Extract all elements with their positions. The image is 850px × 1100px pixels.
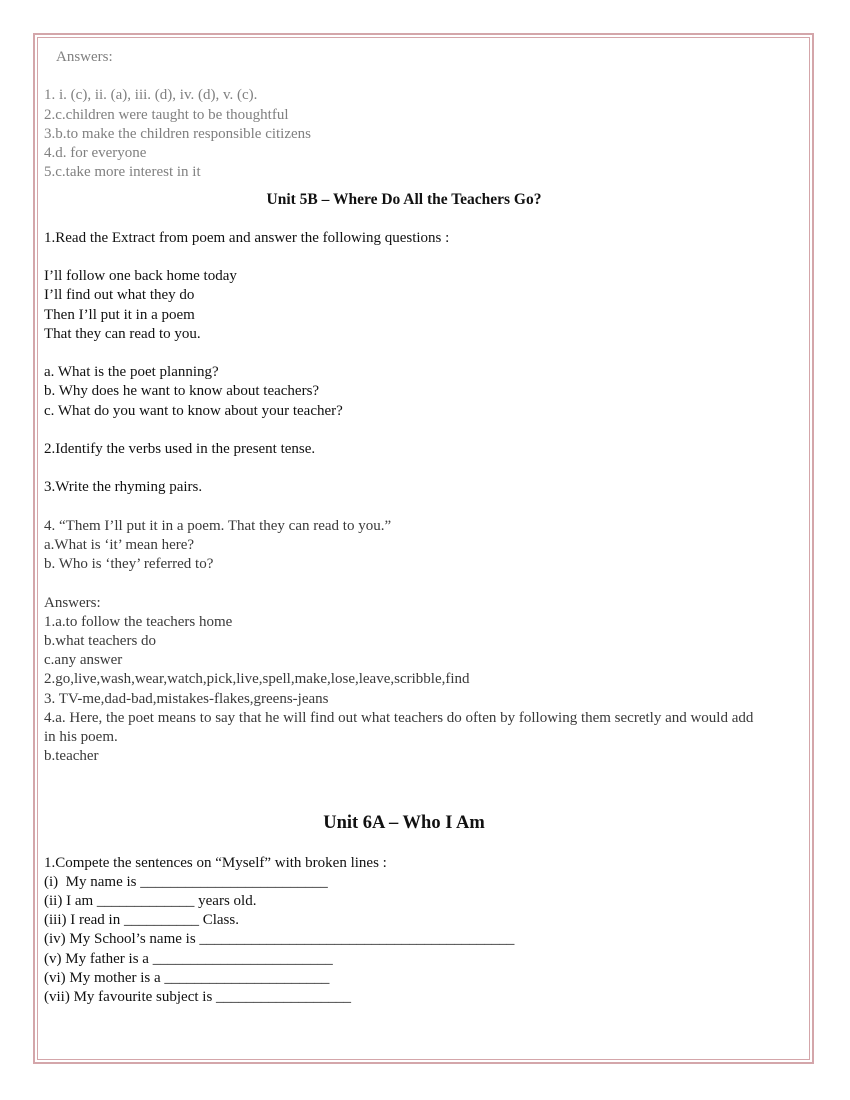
answer-line: 3. TV-me,dad-bad,mistakes-flakes,greens-jeans: [44, 690, 329, 707]
fill-in-line: (ii) I am _____________ years old.: [44, 892, 257, 909]
document-body: [44, 48, 764, 1007]
question-3: 3.Write the rhyming pairs.: [44, 479, 203, 496]
poem-line: That they can read to you.: [44, 325, 201, 342]
question-part: b. Who is ‘they’ referred to?: [44, 556, 214, 573]
poem-line: Then I’ll put it in a poem: [44, 306, 195, 323]
answer-line: 1. i. (c), ii. (a), iii. (d), iv. (d), v. (c).: [44, 87, 258, 104]
answer-line: 4.a. Here, the poet means to say that he will find out what teachers do often by following them secretly and would add in his poem.: [44, 709, 754, 745]
answers-section-prev: [44, 48, 764, 182]
question-1: 1.Compete the sentences on “Myself” with broken lines :: [44, 854, 387, 871]
answer-line: b.teacher: [44, 748, 99, 765]
answer-line: 2.c.children were taught to be thoughtful: [44, 106, 289, 123]
fill-in-line: (iv) My School’s name is __________________________________________: [44, 931, 515, 948]
question-part: b. Why does he want to know about teachers?: [44, 383, 320, 400]
answer-line: c.any answer: [44, 652, 123, 669]
answer-line: 3.b.to make the children responsible citizens: [44, 125, 312, 142]
answer-line: 4.d. for everyone: [44, 145, 147, 161]
question-2: 2.Identify the verbs used in the present tense.: [44, 440, 316, 457]
answer-line: 5.c.take more interest in it: [44, 164, 201, 181]
question-part: c. What do you want to know about your teacher?: [44, 402, 343, 419]
answers-heading: Answers:: [44, 594, 101, 611]
fill-in-line: (iii) I read in __________ Class.: [44, 912, 239, 929]
answer-line: 1.a.to follow the teachers home: [44, 613, 233, 630]
question-part: a. What is the poet planning?: [44, 364, 219, 381]
answer-line: 2.go,live,wash,wear,watch,pick,live,spell,make,lose,leave,scribble,find: [44, 671, 470, 688]
question-1: 1.Read the Extract from poem and answer the following questions :: [44, 229, 450, 246]
fill-in-line: (vi) My mother is a ______________________: [44, 969, 330, 986]
poem-extract: [44, 267, 764, 344]
unit-5b-title: Unit 5B – Where Do All the Teachers Go?: [266, 191, 542, 209]
question-4: 4. “Them I’ll put it in a poem. That they can read to you.”: [44, 517, 392, 534]
fill-in-line: (v) My father is a ________________________: [44, 950, 333, 967]
fill-in-line: (i) My name is _________________________: [44, 873, 328, 890]
answer-line: b.what teachers do: [44, 632, 157, 649]
unit-6a-title: Unit 6A – Who I Am: [323, 813, 485, 834]
question-part: a.What is ‘it’ mean here?: [44, 536, 195, 553]
answers-heading: Answers:: [56, 49, 113, 65]
answers-section-5b: [44, 594, 764, 767]
poem-line: I’ll follow one back home today: [44, 268, 237, 285]
fill-in-line: (vii) My favourite subject is __________________: [44, 989, 352, 1005]
poem-line: I’ll find out what they do: [44, 287, 195, 304]
